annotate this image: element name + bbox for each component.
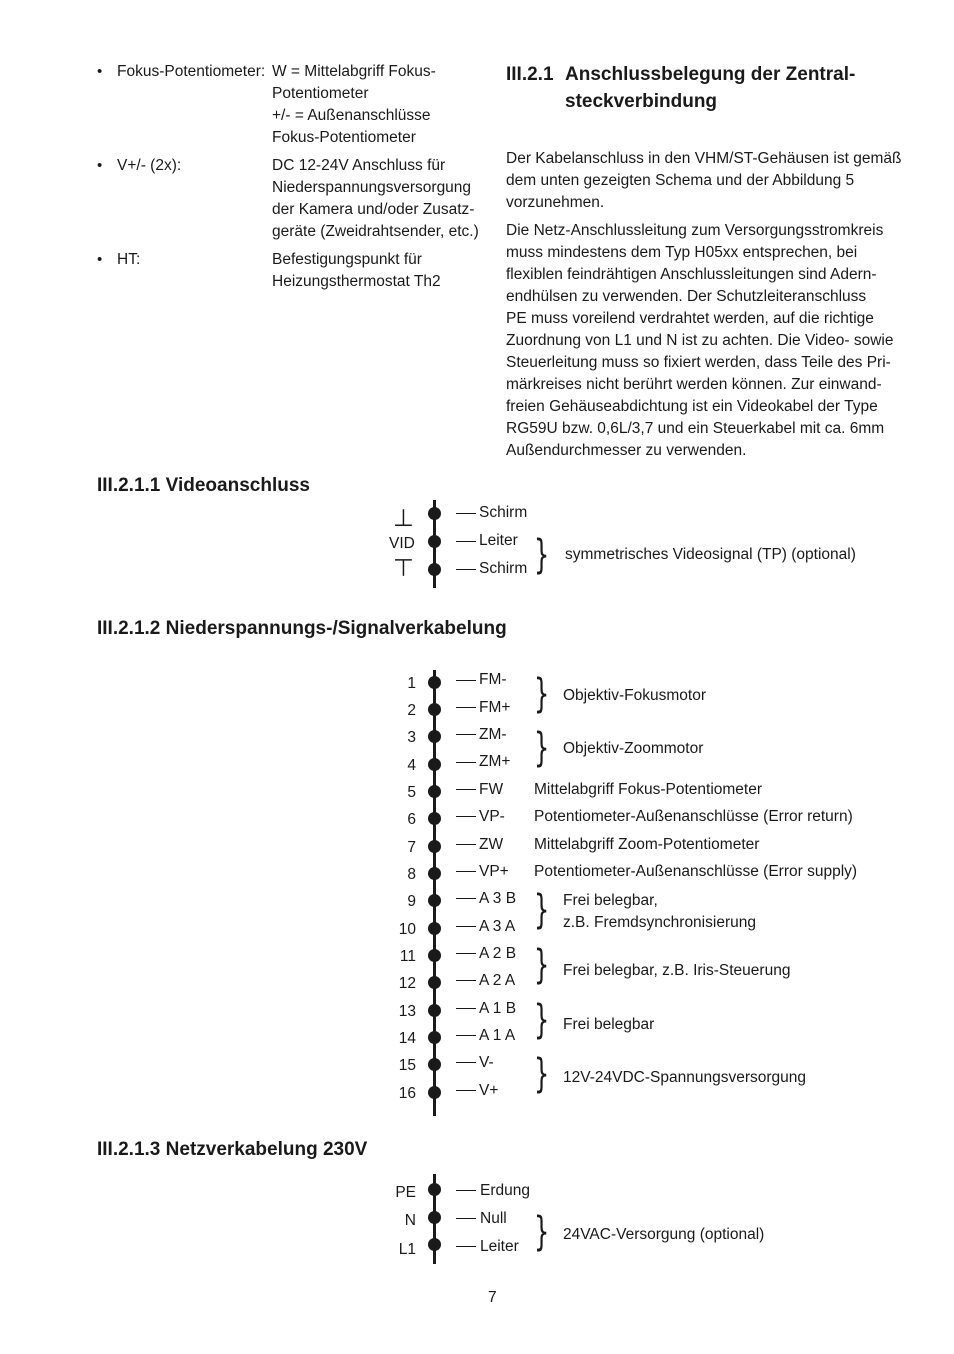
pin-lead xyxy=(456,1246,476,1247)
pin-number: 1 xyxy=(407,675,416,692)
brace-icon: } xyxy=(534,942,550,988)
pin-group-description: z.B. Fremdsynchronisierung xyxy=(563,914,756,931)
pin-group-description: Frei belegbar, z.B. Iris-Steuerung xyxy=(563,962,791,979)
pin-description: Potentiometer-Außenanschlüsse (Error return) xyxy=(534,808,853,825)
pin-dot xyxy=(428,867,441,880)
pin-group-description: 12V-24VDC-Spannungsversorgung xyxy=(563,1069,806,1086)
pin-dot xyxy=(428,676,441,689)
pin-number: 14 xyxy=(398,1030,416,1047)
heading-mains: III.2.1.3 Netzverkabelung 230V xyxy=(97,1139,368,1160)
para-line: PE muss voreilend verdrahtet werden, auf die richtige xyxy=(506,310,874,327)
pin-lead xyxy=(456,789,476,790)
pin-dot xyxy=(428,1183,441,1196)
pin-label: ZM+ xyxy=(479,753,511,770)
brace-icon: } xyxy=(534,532,550,578)
pin-lead xyxy=(456,871,476,872)
pin-number: 6 xyxy=(407,811,416,828)
pin-description: Mittelabgriff Fokus-Potentiometer xyxy=(534,781,763,798)
pin-lead xyxy=(456,844,476,845)
pin-label: VP- xyxy=(479,808,505,825)
pin-lead xyxy=(456,980,476,981)
pin-number: 11 xyxy=(399,948,416,965)
pin-label: A 3 A xyxy=(479,918,516,935)
pin-dot xyxy=(428,812,441,825)
para-line: freien Gehäuseabdichtung ist ein Videokabel der Type xyxy=(506,398,878,415)
section-number: III.2.1 xyxy=(506,64,554,85)
section-title-line: Anschlussbelegung der Zentral- xyxy=(565,64,856,85)
page-number: 7 xyxy=(488,1289,497,1306)
bullet-value-line: DC 12-24V Anschluss für xyxy=(272,157,446,174)
bullet-value-line: der Kamera und/oder Zusatz- xyxy=(272,201,475,218)
pin-lead xyxy=(456,707,476,708)
pin-label: Null xyxy=(480,1210,507,1227)
pin-number: 7 xyxy=(407,839,416,856)
pin-lead xyxy=(456,513,476,514)
pin-dot xyxy=(428,840,441,853)
para-line: Der Kabelanschluss in den VHM/ST-Gehäusen ist gemäß xyxy=(506,150,902,167)
bullet-value-line: Niederspannungsversorgung xyxy=(272,179,472,196)
para-line: märkreises nicht berührt werden können. Zur einwand- xyxy=(506,376,882,393)
bullet-value-line: +/- = Außenanschlüsse xyxy=(272,107,431,124)
bullet-value-line: Heizungsthermostat Th2 xyxy=(272,273,441,290)
para-line: flexiblen feindrähtigen Anschlussleitungen sind Adern- xyxy=(506,266,877,283)
brace-icon: } xyxy=(534,671,550,717)
pin-lead xyxy=(456,762,476,763)
pin-label: Schirm xyxy=(479,504,528,521)
pin-number: 4 xyxy=(407,757,416,774)
pin-group-description: Objektiv-Fokusmotor xyxy=(563,687,706,704)
para-line: Die Netz-Anschlussleitung zum Versorgungsstromkreis xyxy=(506,222,884,239)
pin-number: 10 xyxy=(398,921,416,938)
pin-number: 3 xyxy=(407,729,416,746)
pin-number: 15 xyxy=(398,1057,416,1074)
pin-label: A 1 B xyxy=(479,1000,517,1017)
pin-dot xyxy=(428,1004,441,1017)
pin-number: PE xyxy=(395,1184,416,1201)
pin-lead xyxy=(456,926,476,927)
heading-low-voltage: III.2.1.2 Niederspannungs-/Signalverkabelung xyxy=(97,618,507,639)
bullet-label: Fokus-Potentiometer: xyxy=(117,63,266,80)
pin-label: ZW xyxy=(479,836,504,853)
pin-dot xyxy=(428,703,441,716)
brace-icon: } xyxy=(534,1209,550,1255)
bullet-dot: • xyxy=(97,251,103,268)
pin-dot xyxy=(428,1238,441,1251)
pin-label: A 2 B xyxy=(479,945,517,962)
pin-label: VP+ xyxy=(479,863,509,880)
pin-label: FM+ xyxy=(479,699,511,716)
pin-label: ZM- xyxy=(479,726,507,743)
pin-dot xyxy=(428,1058,441,1071)
pin-lead xyxy=(456,1035,476,1036)
pin-lead xyxy=(456,541,476,542)
pin-label: Schirm xyxy=(479,560,528,577)
pin-dot xyxy=(428,1086,441,1099)
shield-ground-symbol-icon: ⊥ xyxy=(393,505,414,532)
pin-dot xyxy=(428,922,441,935)
bullet-dot: • xyxy=(97,63,103,80)
pin-number: 16 xyxy=(398,1085,416,1102)
pin-dot xyxy=(428,507,441,520)
pin-lead xyxy=(456,1008,476,1009)
pin-dot xyxy=(428,1031,441,1044)
shield-top-symbol-icon: ⊤ xyxy=(393,555,414,582)
brace-icon: } xyxy=(534,1051,550,1097)
pin-number: 13 xyxy=(398,1003,416,1020)
pin-label: A 2 A xyxy=(479,972,516,989)
pin-lead xyxy=(456,1062,476,1063)
para-line: muss mindestens dem Typ H05xx entsprechen, bei xyxy=(506,244,858,261)
heading-video: III.2.1.1 Videoanschluss xyxy=(97,475,310,496)
pin-dot xyxy=(428,563,441,576)
pin-number: 2 xyxy=(407,702,416,719)
section-title-line: steckverbindung xyxy=(565,91,718,112)
pin-description: Mittelabgriff Zoom-Potentiometer xyxy=(534,836,760,853)
brace-icon: } xyxy=(534,725,550,771)
pin-label: A 3 B xyxy=(479,890,517,907)
pin-group-description: 24VAC-Versorgung (optional) xyxy=(563,1226,765,1243)
pin-lead xyxy=(456,1218,476,1219)
pin-lead xyxy=(456,816,476,817)
pin-label: FW xyxy=(479,781,504,798)
pin-dot xyxy=(428,976,441,989)
para-line: Zuordnung von L1 und N ist zu achten. Die Video- sowie xyxy=(506,332,894,349)
pin-number: 5 xyxy=(407,784,416,801)
para-line: RG59U bzw. 0,6L/3,7 und ein Steuerkabel mit ca. 6mm xyxy=(506,420,885,437)
bullet-dot: • xyxy=(97,157,103,174)
pin-dot xyxy=(428,785,441,798)
bullet-value-line: Potentiometer xyxy=(272,85,369,102)
vid-label: VID xyxy=(389,535,415,552)
brace-icon: } xyxy=(534,887,550,933)
pin-lead xyxy=(456,569,476,570)
pin-lead xyxy=(456,1190,476,1191)
pin-label: A 1 A xyxy=(479,1027,516,1044)
para-line: dem unten gezeigten Schema und der Abbildung 5 xyxy=(506,172,855,189)
pin-lead xyxy=(456,1090,476,1091)
bullet-value-line: Fokus-Potentiometer xyxy=(272,129,416,146)
pin-number: 8 xyxy=(407,866,416,883)
pin-number: L1 xyxy=(398,1241,416,1258)
pin-dot xyxy=(428,758,441,771)
pin-dot xyxy=(428,535,441,548)
pin-label: Leiter xyxy=(480,1238,519,1255)
pin-label: V- xyxy=(479,1054,494,1071)
para-line: Außendurchmesser zu verwenden. xyxy=(506,442,747,459)
bullet-value-line: W = Mittelabgriff Fokus- xyxy=(272,63,436,80)
para-line: vorzunehmen. xyxy=(506,194,605,211)
pin-lead xyxy=(456,734,476,735)
pin-group-description: symmetrisches Videosignal (TP) (optional) xyxy=(565,546,856,563)
pin-label: FM- xyxy=(479,671,507,688)
pin-number: 9 xyxy=(407,893,416,910)
pin-label: V+ xyxy=(479,1082,499,1099)
bullet-label: HT: xyxy=(117,251,141,268)
para-line: endhülsen zu verwenden. Der Schutzleiteranschluss xyxy=(506,288,867,305)
pin-lead xyxy=(456,680,476,681)
pin-label: Leiter xyxy=(479,532,518,549)
pin-dot xyxy=(428,730,441,743)
brace-icon: } xyxy=(534,997,550,1043)
pin-label: Erdung xyxy=(480,1182,530,1199)
pin-group-description: Frei belegbar, xyxy=(563,892,658,909)
bullet-value-line: geräte (Zweidrahtsender, etc.) xyxy=(272,223,479,240)
pin-dot xyxy=(428,894,441,907)
pin-group-description: Frei belegbar xyxy=(563,1016,655,1033)
pin-lead xyxy=(456,953,476,954)
pin-number: N xyxy=(404,1212,416,1229)
pin-lead xyxy=(456,898,476,899)
pin-group-description: Objektiv-Zoommotor xyxy=(563,740,704,757)
bullet-value-line: Befestigungspunkt für xyxy=(272,251,422,268)
pin-dot xyxy=(428,1211,441,1224)
pin-description: Potentiometer-Außenanschlüsse (Error supply) xyxy=(534,863,858,880)
bullet-label: V+/- (2x): xyxy=(117,157,182,174)
pin-number: 12 xyxy=(398,975,416,992)
para-line: Steuerleitung muss so fixiert werden, dass Teile des Pri- xyxy=(506,354,891,371)
pin-dot xyxy=(428,949,441,962)
